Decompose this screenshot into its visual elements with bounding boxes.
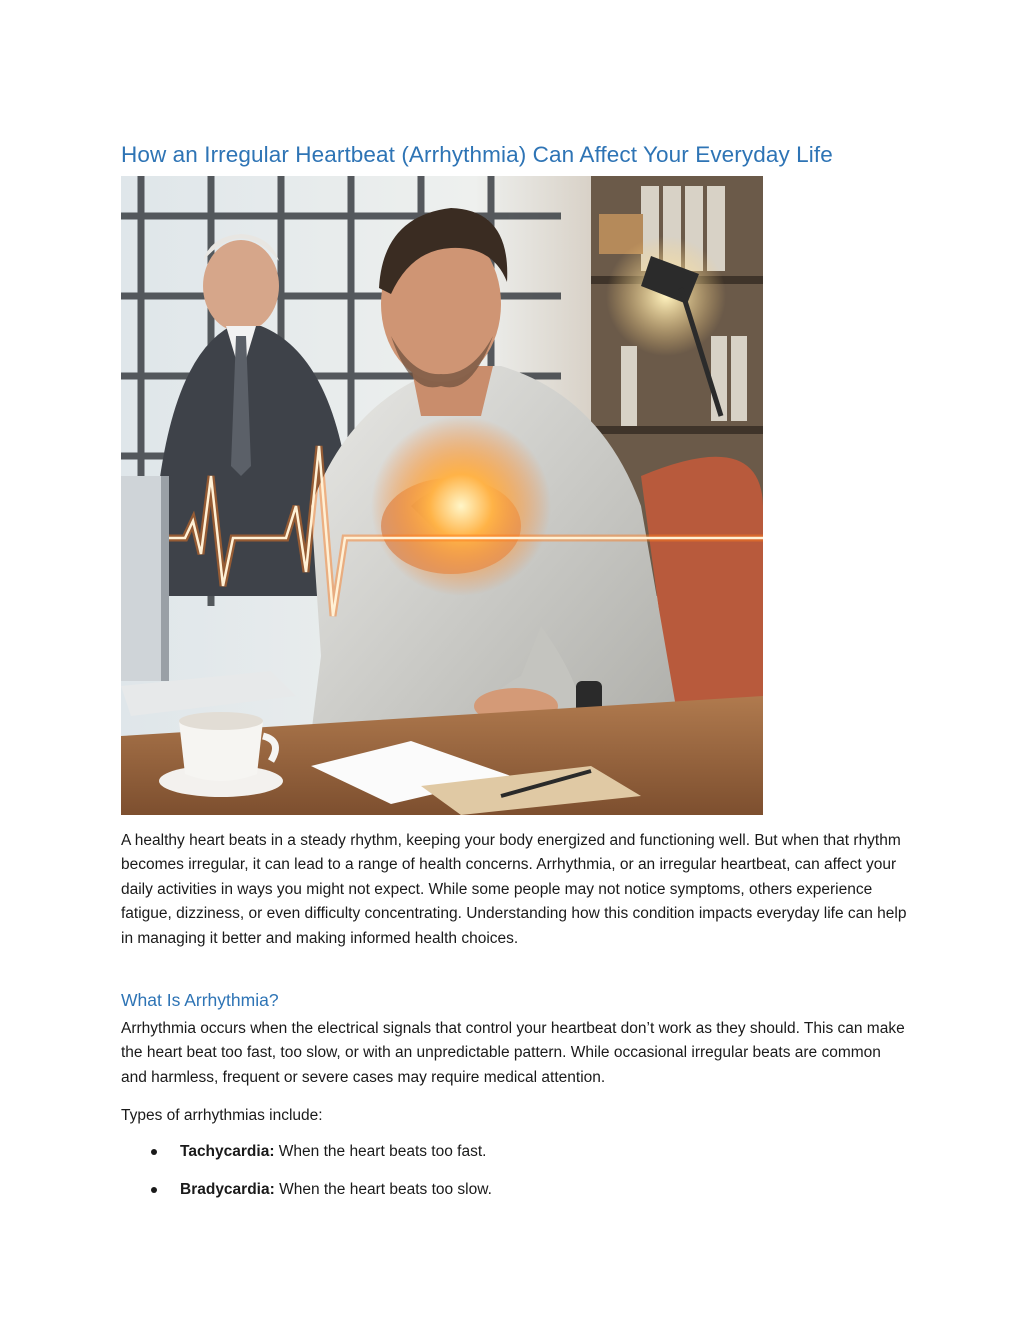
list-item: [121, 1140, 911, 1178]
types-list: [121, 1140, 911, 1216]
type-term: Tachycardia:: [180, 1143, 275, 1160]
intro-paragraph: A healthy heart beats in a steady rhythm, keeping your body energized and functioning well. But when that rhythm becomes irregular, it can lead to a range of health concerns. Arrhythmia, or an irregular heartbeat, can affect your daily activities in ways you might not expect. While some people may not notice symptoms, others experience fatigue, dizziness, or even difficulty concentrating. Understanding how this condition impacts everyday life can help in managing it better and making informed health choices.: [121, 832, 907, 947]
type-description: When the heart beats too fast.: [274, 1143, 487, 1160]
type-term: Bradycardia:: [180, 1181, 275, 1198]
page-title: How an Irregular Heartbeat (Arrhythmia) Can Affect Your Everyday Life: [121, 142, 833, 167]
hero-illustration: [121, 176, 763, 815]
section-paragraph: Arrhythmia occurs when the electrical signals that control your heartbeat don’t work as they should. This can make the heart beat too fast, too slow, or with an unpredictable pattern. While occasional irregular beats are common and harmless, frequent or severe cases may require medical attention.: [121, 1020, 905, 1086]
section-heading: What Is Arrhythmia?: [121, 990, 279, 1010]
bullet-icon: [151, 1187, 157, 1193]
office-man-chest-pain-illustration-icon: [121, 176, 763, 815]
types-intro: Types of arrhythmias include:: [121, 1107, 323, 1124]
list-item: [121, 1178, 911, 1216]
bullet-icon: [151, 1149, 157, 1155]
type-description: When the heart beats too slow.: [274, 1181, 492, 1198]
